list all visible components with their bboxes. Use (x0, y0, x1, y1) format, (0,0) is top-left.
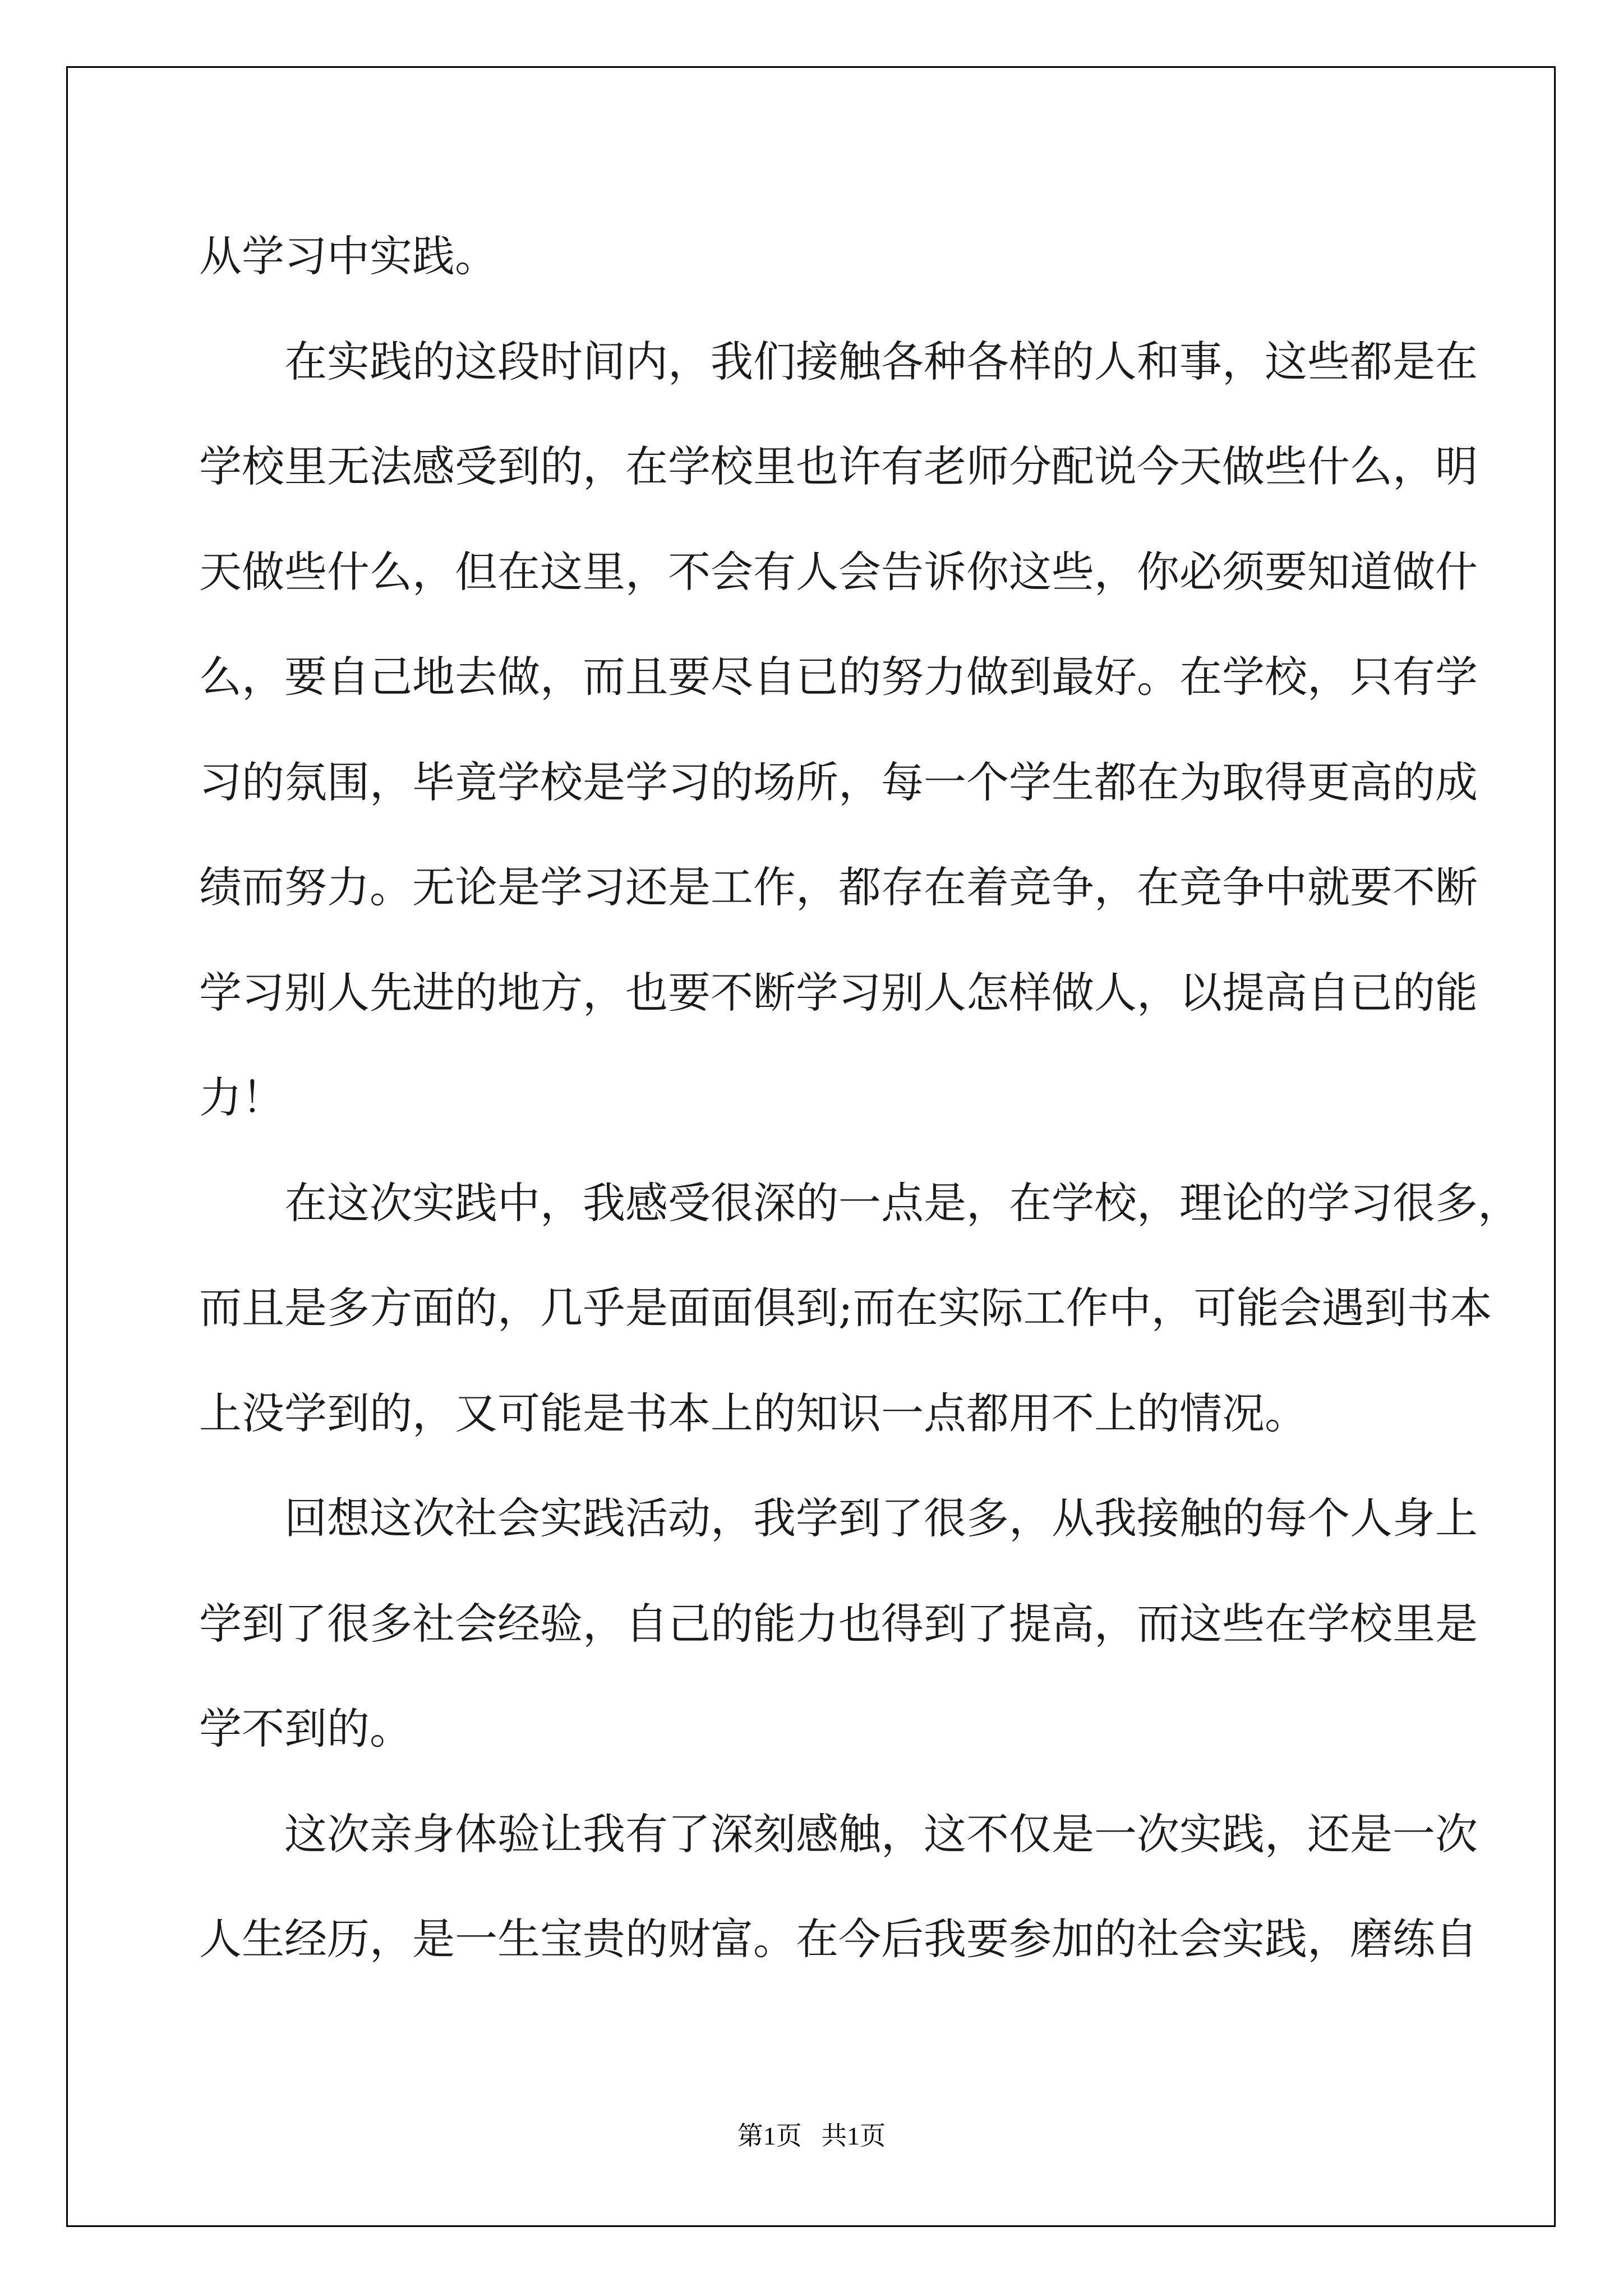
page-total: 共1页 (821, 2122, 886, 2150)
page-number: 第1页 (737, 2122, 802, 2150)
text-line: 在这次实践中，我感受很深的一点是，在学校，理论的学习很多， (284, 1177, 1520, 1228)
text-line: 这次亲身体验让我有了深刻感触，这不仅是一次实践，还是一次 (284, 1809, 1478, 1859)
text-line: 人生经历，是一生宝贵的财富。在今后我要参加的社会实践，磨练自 (199, 1914, 1478, 1964)
text-line: 么，要自己地去做，而且要尽自已的努力做到最好。在学校，只有学 (199, 652, 1478, 702)
text-line: 天做些什么，但在这里，不会有人会告诉你这些，你必须要知道做什 (199, 546, 1478, 597)
text-line: 回想这次社会实践活动，我学到了很多，从我接触的每个人身上 (284, 1493, 1478, 1543)
text-line: 上没学到的，又可能是书本上的知识一点都用不上的情况。 (199, 1388, 1307, 1438)
text-line: 力！ (199, 1073, 284, 1122)
text-line: 学校里无法感受到的，在学校里也许有老师分配说今天做些什么，明 (199, 441, 1478, 491)
document-body (199, 204, 1520, 1992)
text-line: 学习别人先进的地方，也要不断学习别人怎样做人，以提高自已的能 (199, 967, 1478, 1018)
text-line: 绩而努力。无论是学习还是工作，都存在着竞争，在竞争中就要不断 (199, 862, 1478, 912)
footer-spacer (802, 2122, 822, 2150)
page-footer (0, 2119, 1623, 2153)
text-line: 习的氛围，毕竟学校是学习的场所，每一个学生都在为取得更高的成 (199, 757, 1478, 807)
text-line: 从学习中实践。 (199, 231, 497, 281)
text-line: 学不到的。 (199, 1704, 412, 1754)
text-line: 而且是多方面的，几乎是面面俱到;而在实际工作中，可能会遇到书本 (199, 1283, 1492, 1333)
text-line: 在实践的这段时间内，我们接触各种各样的人和事，这些都是在 (284, 336, 1478, 386)
text-line: 学到了很多社会经验，自己的能力也得到了提高，而这些在学校里是 (199, 1598, 1478, 1649)
